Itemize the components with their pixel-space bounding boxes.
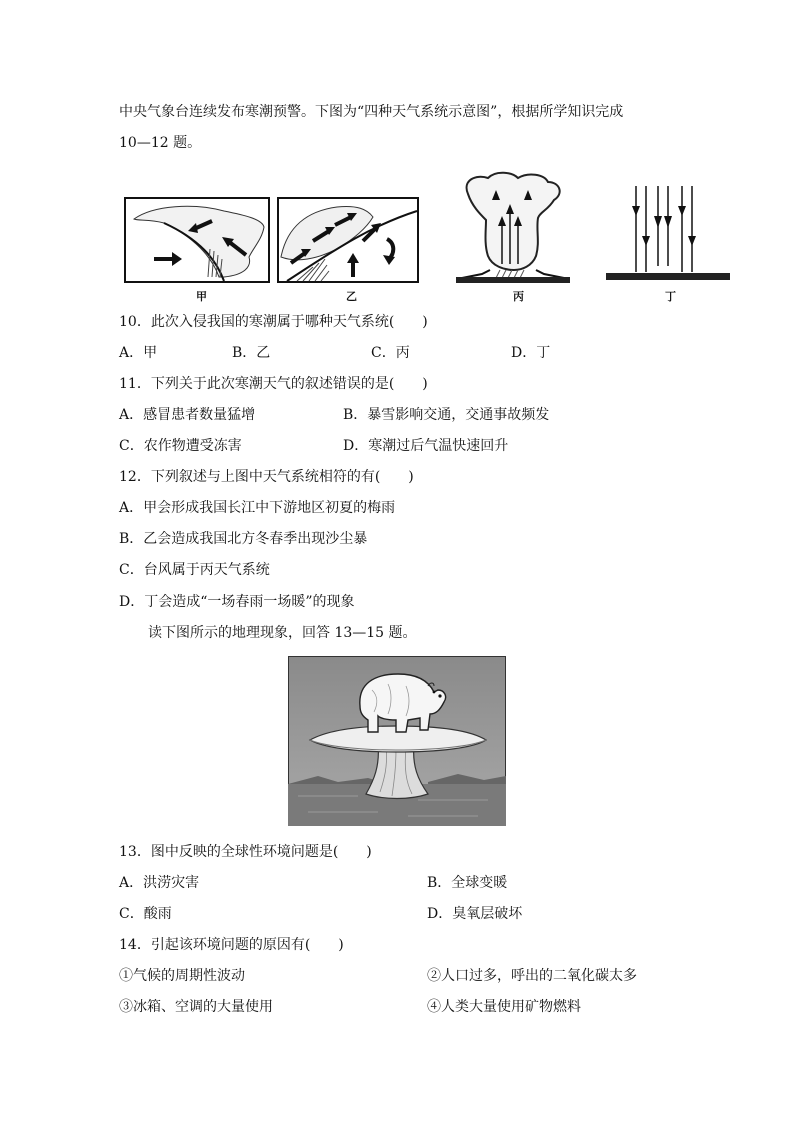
q14-option-4: ④人类大量使用矿物燃料	[427, 999, 581, 1015]
q12-option-d: D．丁会造成“一场春雨一场暖”的现象	[119, 594, 355, 610]
cold-front-diagram	[124, 197, 270, 283]
q14-option-3: ③冰箱、空调的大量使用	[119, 999, 273, 1015]
anticyclone-diagram	[606, 176, 730, 286]
figure-label-bing: 丙	[513, 290, 524, 303]
q12-option-c: C．台风属于丙天气系统	[119, 562, 270, 578]
q10-stem: 10．此次入侵我国的寒潮属于哪种天气系统( )	[119, 314, 428, 330]
q13-option-d: D．臭氧层破坏	[427, 906, 523, 922]
q14-option-2: ②人口过多，呼出的二氧化碳太多	[427, 968, 637, 984]
q11-option-b: B．暴雪影响交通，交通事故频发	[343, 407, 550, 423]
intro-line-2: 10—12 题。	[119, 135, 202, 151]
figure-label-ding: 丁	[665, 290, 676, 303]
figure-label-yi: 乙	[346, 290, 357, 303]
q10-option-c: C．丙	[371, 345, 410, 361]
q10-option-d: D．丁	[511, 345, 551, 361]
q11-option-a: A．感冒患者数量猛增	[119, 407, 256, 423]
polar-bear-ice-illustration	[288, 656, 506, 826]
q14-option-1: ①气候的周期性波动	[119, 968, 245, 984]
q13-option-b: B．全球变暖	[427, 875, 508, 891]
intro-line-1: 中央气象台连续发布寒潮预警。下图为“四种天气系统示意图”，根据所学知识完成	[119, 104, 624, 120]
cyclone-diagram	[456, 170, 570, 286]
q13-stem: 13．图中反映的全球性环境问题是( )	[119, 844, 372, 860]
q14-stem: 14．引起该环境问题的原因有( )	[119, 937, 344, 953]
warm-front-diagram	[277, 197, 419, 283]
q11-option-c: C．农作物遭受冻害	[119, 438, 242, 454]
q13-option-c: C．酸雨	[119, 906, 172, 922]
q10-option-a: A．甲	[119, 345, 158, 361]
q13-option-a: A．洪涝灾害	[119, 875, 200, 891]
q10-option-b: B．乙	[232, 345, 271, 361]
figure-label-jia: 甲	[196, 290, 207, 303]
q12-option-a: A．甲会形成我国长江中下游地区初夏的梅雨	[119, 500, 396, 516]
q12-stem: 12．下列叙述与上图中天气系统相符的有( )	[119, 469, 414, 485]
q11-stem: 11．下列关于此次寒潮天气的叙述错误的是( )	[119, 376, 428, 392]
q12-option-b: B．乙会造成我国北方冬春季出现沙尘暴	[119, 531, 368, 547]
reading-prompt: 读下图所示的地理现象，回答 13—15 题。	[148, 625, 417, 641]
q11-option-d: D．寒潮过后气温快速回升	[343, 438, 509, 454]
